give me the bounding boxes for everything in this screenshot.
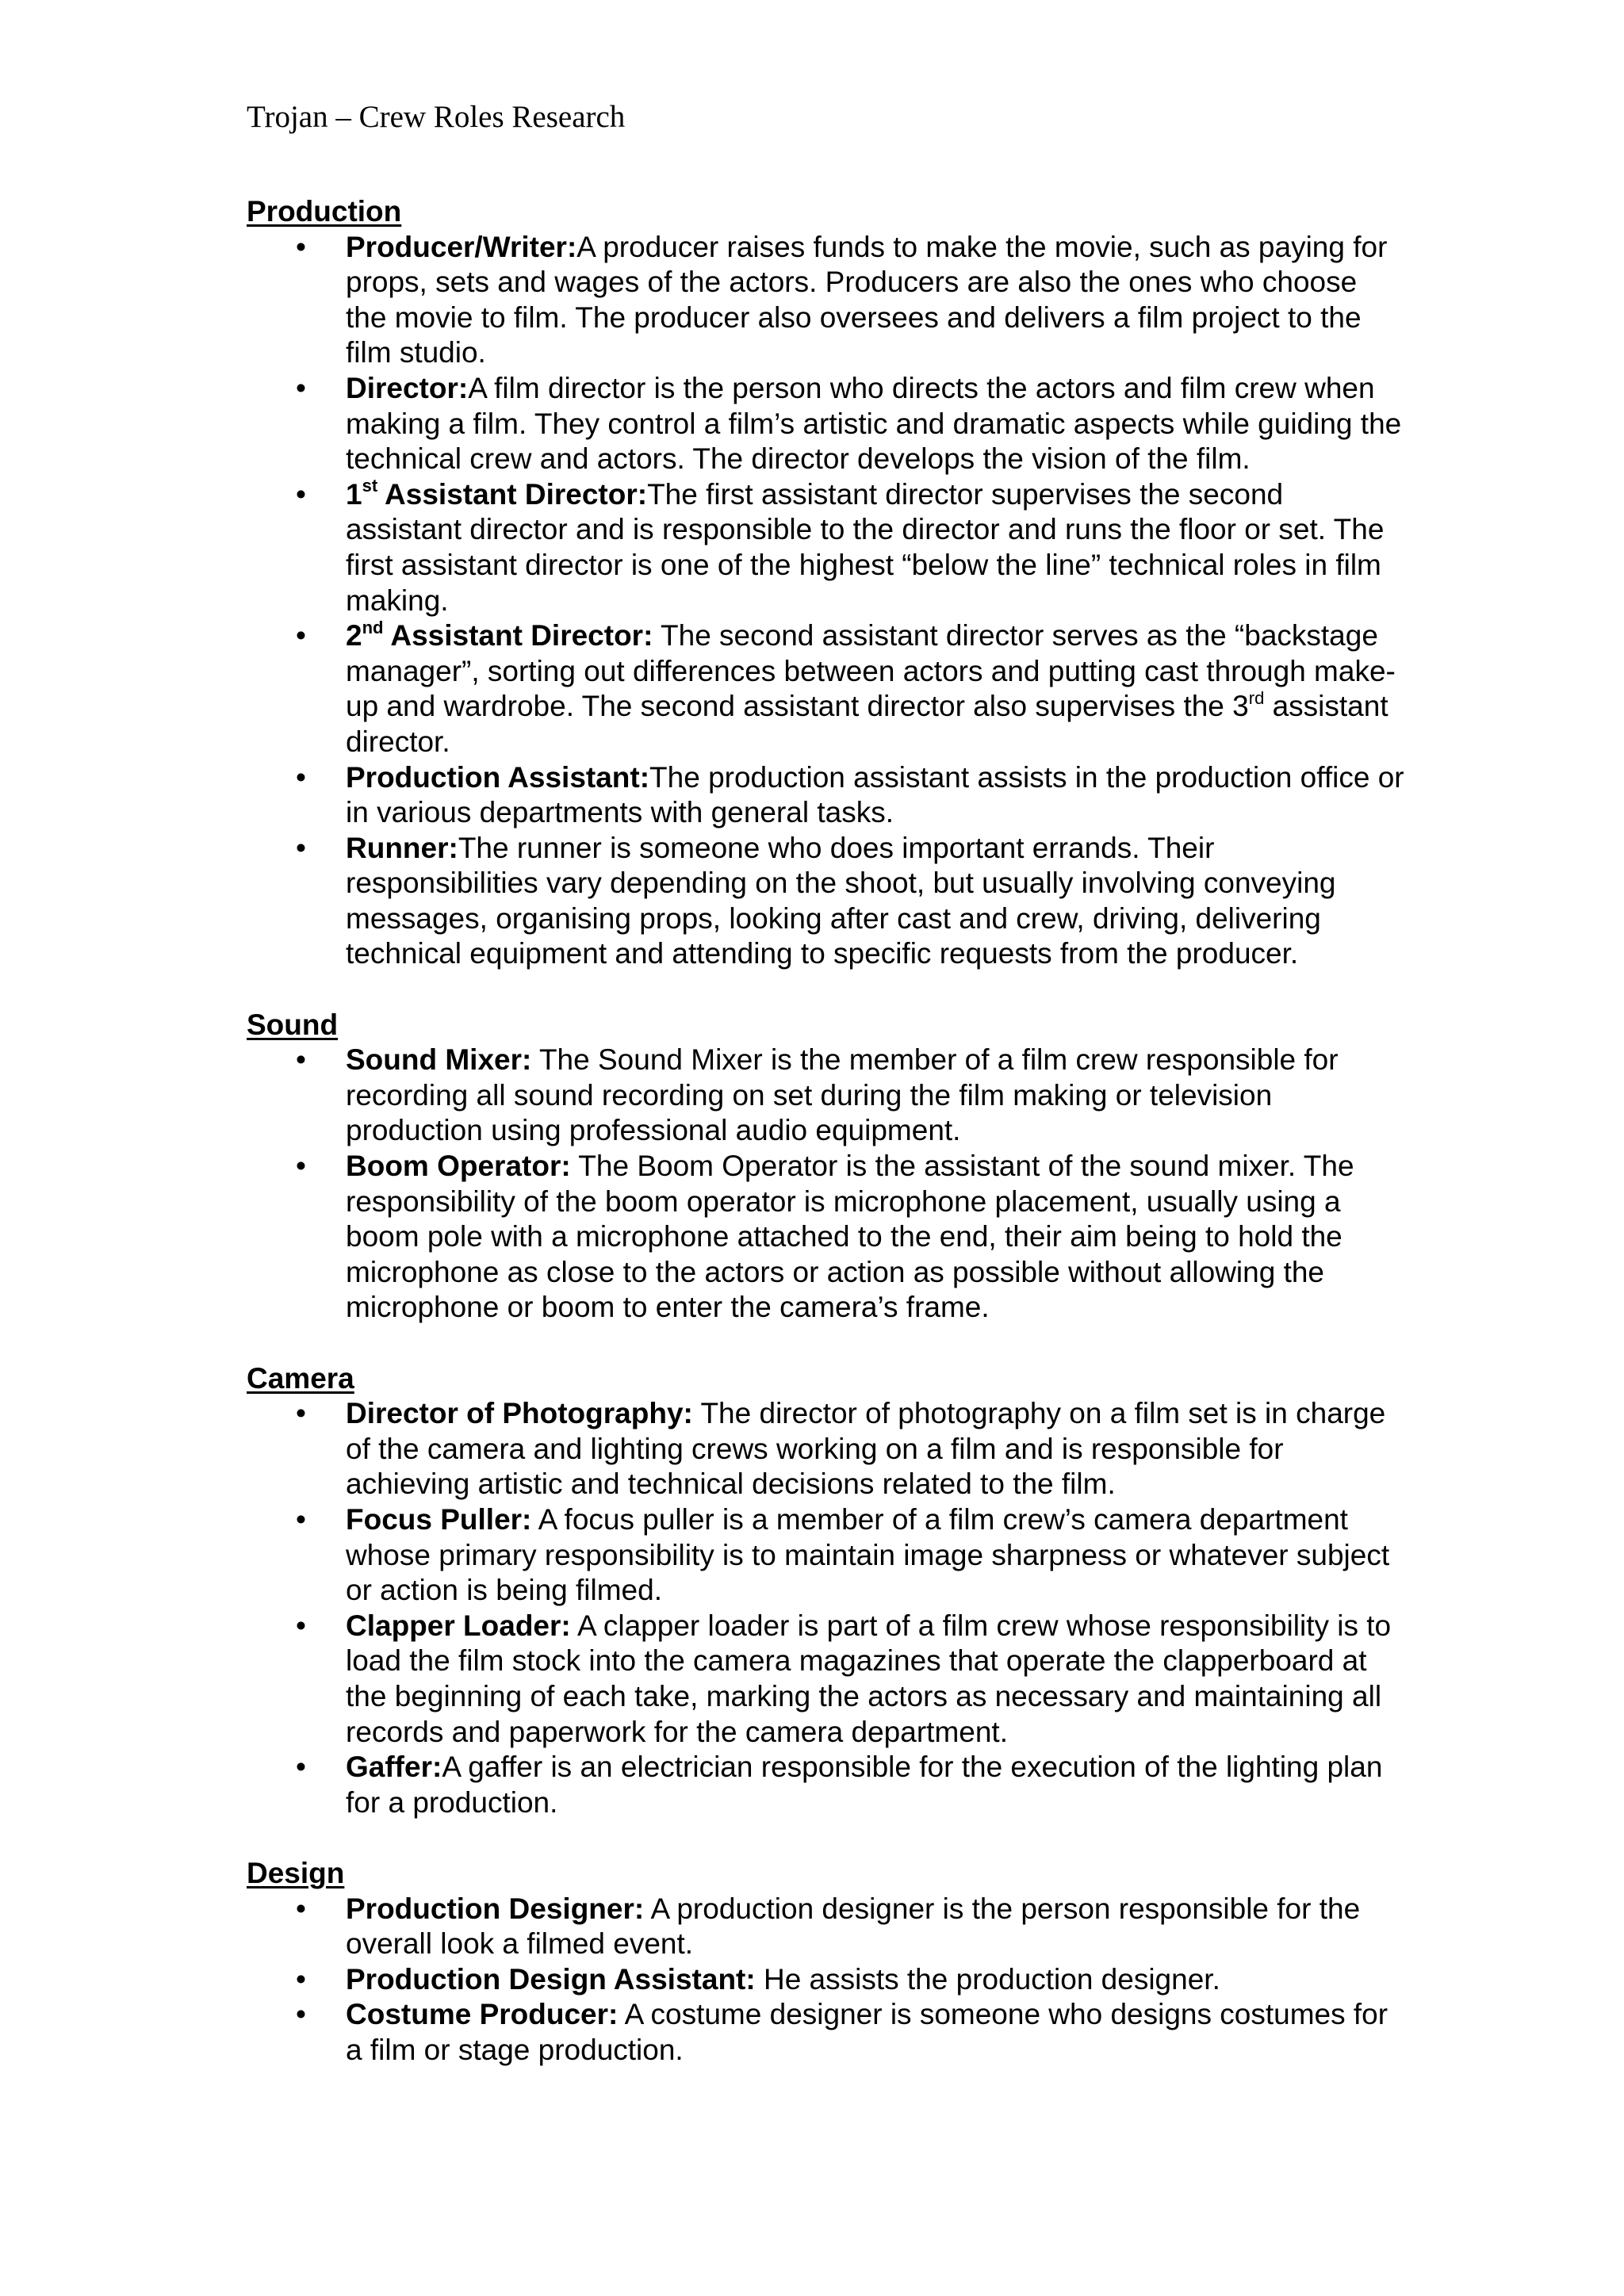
section-heading-sound: Sound xyxy=(247,1008,339,1041)
role-title-sound-mixer: Sound Mixer: xyxy=(346,1043,532,1077)
role-title-rest: Assistant Director: xyxy=(383,619,653,652)
role-title-costume-producer: Costume Producer: xyxy=(346,1998,619,2031)
role-title-production-designer: Production Designer: xyxy=(346,1892,645,1925)
role-description-sound-mixer: The Sound Mixer is the member of a film crew responsible for recording all sound recording on set during the film making or television production using professional audio equipment. xyxy=(346,1043,1339,1147)
ordinal-number: 2 xyxy=(346,619,362,652)
role-description-director-of-photography: The director of photography on a film set is in charge of the camera and lighting crews working on a film and is responsible for achieving artistic and technical decisions related to the film. xyxy=(346,1397,1386,1501)
role-description-production-assistant: The production assistant assists in the production office or in various departments with general tasks. xyxy=(346,760,1404,829)
section-sound xyxy=(247,1008,1404,1326)
section-heading-camera: Camera xyxy=(247,1361,354,1395)
role-item-boom-operator xyxy=(346,1149,1404,1326)
role-description-producer: A producer raises funds to make the movie, such as paying for props, sets and wages of the actors. Producers are also the ones who choose the movie to film. The producer also oversees and delivers a film project to the film studio. xyxy=(346,230,1388,369)
section-production xyxy=(247,194,1404,972)
role-item-director xyxy=(346,371,1404,477)
role-title-boom-operator: Boom Operator: xyxy=(346,1150,571,1183)
section-design xyxy=(247,1856,1404,2068)
role-title-rest: Assistant Director: xyxy=(377,477,648,511)
role-description-boom-operator: The Boom Operator is the assistant of the sound mixer. The responsibility of the boom operator is microphone placement, usually using a boom pole with a microphone attached to the end, their aim being to hold the microphone as close to the actors or action as possible without allowing the microphone or boom to enter the camera’s frame. xyxy=(346,1150,1354,1324)
role-description-production-design-assistant: He assists the production designer. xyxy=(755,1962,1220,1996)
role-title-focus-puller: Focus Puller: xyxy=(346,1502,532,1536)
section-heading-design: Design xyxy=(247,1856,345,1889)
ordinal-number: 1 xyxy=(346,477,362,511)
role-description-focus-puller: A focus puller is a member of a film crew’s camera department whose primary responsibility is to maintain image sharpness or whatever subject or action is being filmed. xyxy=(346,1502,1390,1607)
role-item-gaffer xyxy=(346,1750,1404,1820)
description-part: assistant director. xyxy=(346,690,1388,758)
role-title-director-of-photography: Director of Photography: xyxy=(346,1397,693,1430)
role-description-runner: The runner is someone who does important errands. Their responsibilities vary depending on the shoot, but usually involving conveying messages, organising props, looking after cast and crew, driving, delivering technical equipment and attending to specific requests from the producer. xyxy=(346,831,1336,970)
role-item-production-designer xyxy=(346,1892,1404,1962)
role-description-costume-producer: A costume designer is someone who designs costumes for a film or stage production. xyxy=(346,1998,1388,2066)
ordinal-suffix: rd xyxy=(1248,687,1265,708)
role-item-production-design-assistant xyxy=(346,1962,1404,1998)
role-description-clapper-loader: A clapper loader is part of a film crew whose responsibility is to load the film stock into the camera magazines that operate the clapperboard at the beginning of each take, marking the actors as necessary and maintaining all records and paperwork for the camera department. xyxy=(346,1609,1392,1748)
section-camera xyxy=(247,1361,1404,1821)
role-item-runner xyxy=(346,831,1404,972)
role-title-second-assistant-director xyxy=(346,619,653,652)
role-title-clapper-loader: Clapper Loader: xyxy=(346,1609,571,1642)
role-description-production-designer: A production designer is the person responsible for the overall look a filmed event. xyxy=(346,1892,1361,1961)
document-body xyxy=(247,194,1404,2103)
role-title-producer: Producer/Writer: xyxy=(346,230,577,263)
ordinal-suffix: st xyxy=(362,476,378,496)
section-heading-production: Production xyxy=(247,195,402,228)
role-item-director-of-photography xyxy=(346,1396,1404,1502)
role-title-director: Director: xyxy=(346,371,469,404)
role-item-clapper-loader xyxy=(346,1609,1404,1750)
role-description-gaffer: A gaffer is an electrician responsible for the execution of the lighting plan for a production. xyxy=(346,1751,1383,1819)
role-title-gaffer: Gaffer: xyxy=(346,1751,442,1784)
role-item-production-assistant xyxy=(346,760,1404,831)
role-title-production-design-assistant: Production Design Assistant: xyxy=(346,1962,756,1996)
role-item-costume-producer xyxy=(346,1997,1404,2068)
role-description-first-assistant-director: The first assistant director supervises the second assistant director and is responsible to the director and runs the floor or set. The first assistant director is one of the highest “below the line” technical roles in film making. xyxy=(346,477,1385,617)
role-item-second-assistant-director xyxy=(346,618,1404,760)
ordinal-suffix: nd xyxy=(362,617,384,637)
role-title-runner: Runner: xyxy=(346,831,458,864)
role-item-focus-puller xyxy=(346,1502,1404,1609)
role-item-first-assistant-director xyxy=(346,477,1404,618)
role-list-sound xyxy=(247,1043,1404,1326)
role-item-producer xyxy=(346,230,1404,371)
role-title-production-assistant: Production Assistant: xyxy=(346,760,650,794)
role-item-sound-mixer xyxy=(346,1043,1404,1149)
document-header: Trojan – Crew Roles Research xyxy=(247,100,626,134)
role-list-camera xyxy=(247,1396,1404,1820)
description-part: The second assistant director serves as the “backstage manager”, sorting out differences between actors and putting cast through make-up and wardrobe. The second assistant director also supervises the 3 xyxy=(346,619,1396,723)
role-list-design xyxy=(247,1892,1404,2068)
role-title-first-assistant-director xyxy=(346,478,647,511)
role-list-production xyxy=(247,230,1404,972)
role-description-director: A film director is the person who directs the actors and film crew when making a film. They control a film’s artistic and dramatic aspects while guiding the technical crew and actors. The director develops the vision of the film. xyxy=(346,371,1402,476)
